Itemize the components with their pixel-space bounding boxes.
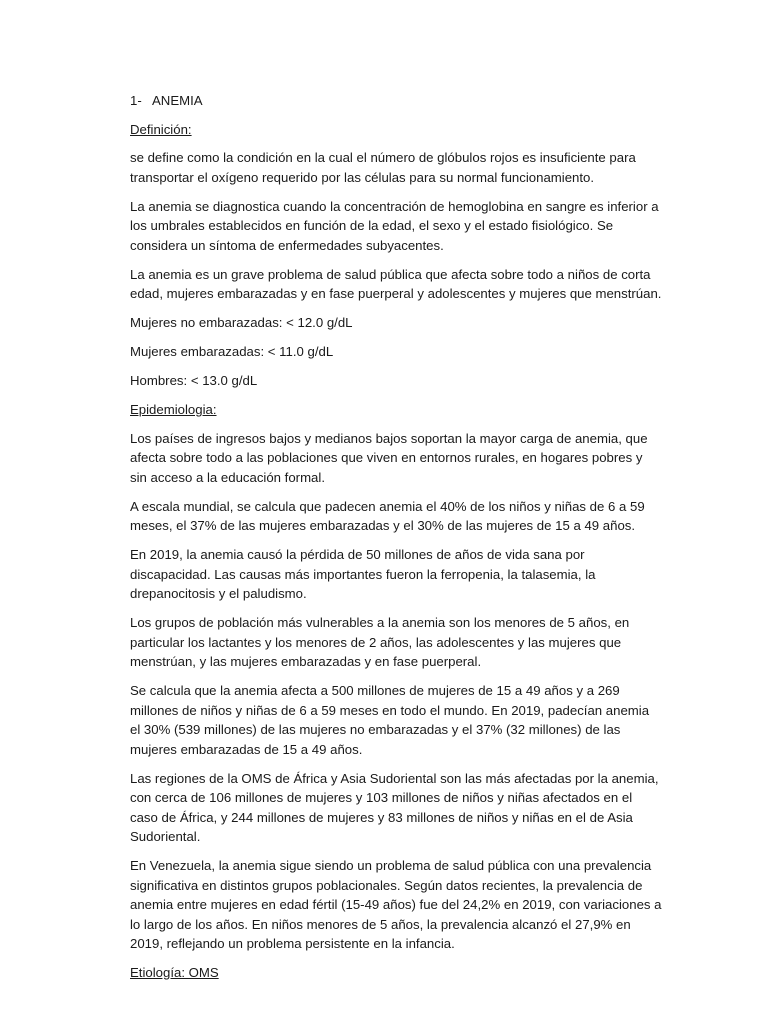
- epidemiologia-paragraph: Los grupos de población más vulnerables a la anemia son los menores de 5 años, en particular los lactantes y los menores de 2 años, las adolescentes y las mujeres que menstrúan, y las mujeres embarazadas y en fase puerperal.: [130, 615, 630, 669]
- heading-number: 1-: [130, 93, 142, 108]
- definicion-paragraph: se define como la condición en la cual el número de glóbulos rojos es insuficiente para transportar el oxígeno requerido por las células para su normal funcionamiento.: [130, 150, 636, 185]
- epidemiologia-paragraph: En 2019, la anemia causó la pérdida de 50 millones de años de vida sana por discapacidad. Las causas más importantes fueron la ferropenia, la talasemia, la drepanocitosis y el paludismo.: [130, 547, 596, 601]
- definicion-title: Definición:: [130, 121, 192, 137]
- epidemiologia-paragraph: Las regiones de la OMS de África y Asia Sudoriental son las más afectadas por la anemia, con cerca de 106 millones de mujeres y 103 millones de niños y niñas afectados en el caso de África, y 244 millones de mujeres y 83 millones de niños y niñas en el de Asia Sudoriental.: [130, 770, 659, 844]
- epidemiologia-paragraph: A escala mundial, se calcula que padecen anemia el 40% de los niños y niñas de 6 a 59 meses, el 37% de las mujeres embarazadas y el 30% de las mujeres de 15 a 49 años.: [130, 498, 645, 533]
- heading-title: ANEMIA: [152, 93, 203, 108]
- etiologia-title: Etiología: OMS: [130, 965, 219, 980]
- epidemiologia-paragraph: En Venezuela, la anemia sigue siendo un problema de salud pública con una prevalencia significativa en distintos grupos poblacionales. Según datos recientes, la prevalencia de anemia entre mujeres en edad fértil (15-49 años) fue del 24,2% en 2019, con variaciones a lo largo de los años. En niños menores de 5 años, la prevalencia alcanzó el 27,9% en 2019, reflejando un problema persistente en la infancia.: [130, 858, 662, 951]
- threshold-line: Mujeres embarazadas: < 11.0 g/dL: [130, 344, 334, 359]
- section-heading: [130, 91, 662, 111]
- threshold-line: Hombres: < 13.0 g/dL: [130, 373, 258, 388]
- epidemiologia-paragraph: Los países de ingresos bajos y medianos bajos soportan la mayor carga de anemia, que afecta sobre todo a las poblaciones que viven en entornos rurales, en hogares pobres y sin acceso a la educación formal.: [130, 430, 648, 485]
- epidemiologia-paragraph: Se calcula que la anemia afecta a 500 millones de mujeres de 15 a 49 años y a 269 millones de niños y niñas de 6 a 59 meses en todo el mundo. En 2019, padecían anemia el 30% (539 millones) de las mujeres no embarazadas y el 37% (32 millones) de las mujeres embarazadas de 15 a 49 años.: [130, 683, 650, 757]
- document-body: [130, 91, 662, 983]
- threshold-line: Mujeres no embarazadas: < 12.0 g/dL: [130, 315, 353, 330]
- epidemiologia-title: Epidemiologia:: [130, 402, 217, 417]
- definicion-paragraph: La anemia se diagnostica cuando la concentración de hemoglobina en sangre es inferior a los umbrales establecidos en función de la edad, el sexo y el estado fisiológico. Se considera un síntoma de enfermedades subyacentes.: [130, 198, 659, 253]
- definicion-paragraph: La anemia es un grave problema de salud pública que afecta sobre todo a niños de corta edad, mujeres embarazadas y en fase puerperal y adolescentes y mujeres que menstrúan.: [130, 266, 662, 301]
